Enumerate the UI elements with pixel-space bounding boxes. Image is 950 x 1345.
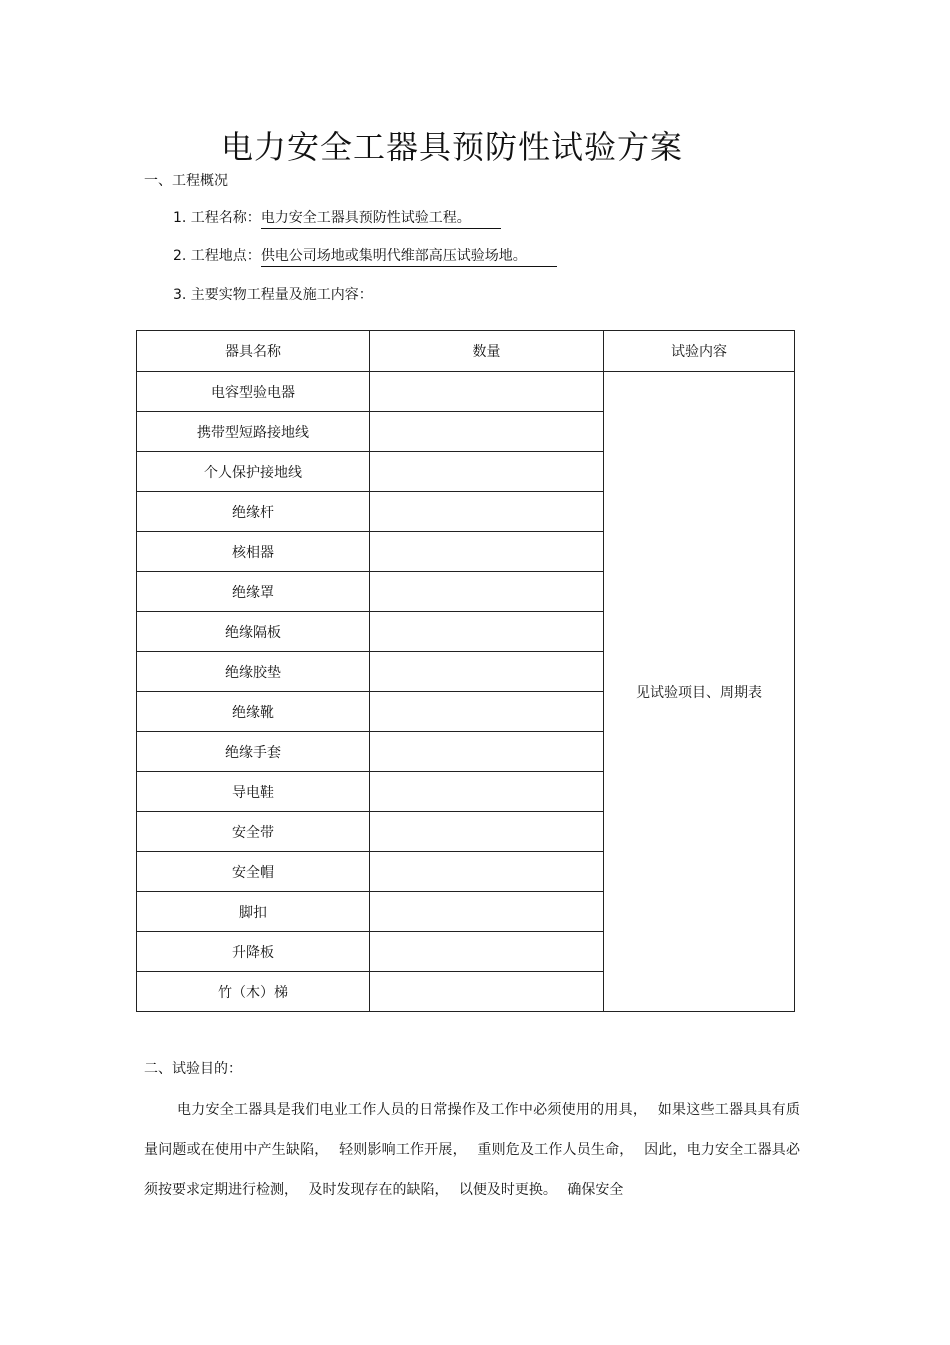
equipment-name-cell: 绝缘胶垫: [137, 652, 370, 692]
equipment-name-cell: 升降板: [137, 932, 370, 972]
section-1-heading: 一、工程概况: [144, 173, 228, 189]
quantity-cell: [370, 612, 604, 652]
quantity-cell: [370, 852, 604, 892]
equipment-name-cell: 脚扣: [137, 892, 370, 932]
quantity-cell: [370, 732, 604, 772]
equipment-name-cell: 安全帽: [137, 852, 370, 892]
table-row: [137, 372, 795, 412]
equipment-table: [136, 330, 795, 1012]
main-quantities-label: 3. 主要实物工程量及施工内容：: [173, 287, 373, 303]
header-quantity: 数量: [370, 331, 604, 372]
equipment-name-cell: 竹（木）梯: [137, 972, 370, 1012]
equipment-name-cell: 核相器: [137, 532, 370, 572]
quantity-cell: [370, 412, 604, 452]
equipment-name-cell: 绝缘罩: [137, 572, 370, 612]
project-location-value: 供电公司场地或集明代维部高压试验场地。: [261, 245, 557, 267]
equipment-name-cell: 绝缘靴: [137, 692, 370, 732]
quantity-cell: [370, 772, 604, 812]
table-header-row: [137, 331, 795, 372]
equipment-name-cell: 携带型短路接地线: [137, 412, 370, 452]
quantity-cell: [370, 812, 604, 852]
equipment-name-cell: 电容型验电器: [137, 372, 370, 412]
project-name-value: 电力安全工器具预防性试验工程。: [261, 207, 501, 229]
equipment-name-cell: 绝缘手套: [137, 732, 370, 772]
quantity-cell: [370, 492, 604, 532]
quantity-cell: [370, 372, 604, 412]
equipment-name-cell: 个人保护接地线: [137, 452, 370, 492]
header-test-content: 试验内容: [604, 331, 795, 372]
equipment-name-cell: 导电鞋: [137, 772, 370, 812]
quantity-cell: [370, 892, 604, 932]
equipment-name-cell: 绝缘隔板: [137, 612, 370, 652]
project-name-label: 1. 工程名称：: [173, 210, 261, 226]
document-title: 电力安全工器具预防性试验方案: [220, 128, 683, 166]
equipment-name-cell: 安全带: [137, 812, 370, 852]
section-2-heading: 二、试验目的：: [144, 1061, 242, 1077]
purpose-paragraph: 电力安全工器具是我们电业工作人员的日常操作及工作中必须使用的用具， 如果这些工器具具有质量问题或在使用中产生缺陷， 轻则影响工作开展， 重则危及工作人员生命， 因此，电力安全工器具必须按要求定期进行检测， 及时发现存在的缺陷， 以便及时更换。 确保安全: [144, 1102, 800, 1198]
equipment-name-cell: 绝缘杆: [137, 492, 370, 532]
quantity-cell: [370, 452, 604, 492]
quantity-cell: [370, 932, 604, 972]
project-location-line: [173, 245, 557, 267]
quantity-cell: [370, 572, 604, 612]
quantity-cell: [370, 532, 604, 572]
header-equipment-name: 器具名称: [137, 331, 370, 372]
quantity-cell: [370, 692, 604, 732]
quantity-cell: [370, 652, 604, 692]
table-body: [137, 372, 795, 1012]
test-content-cell: 见试验项目、周期表: [604, 372, 795, 1012]
project-name-line: [173, 207, 501, 229]
project-location-label: 2. 工程地点：: [173, 248, 261, 264]
quantity-cell: [370, 972, 604, 1012]
